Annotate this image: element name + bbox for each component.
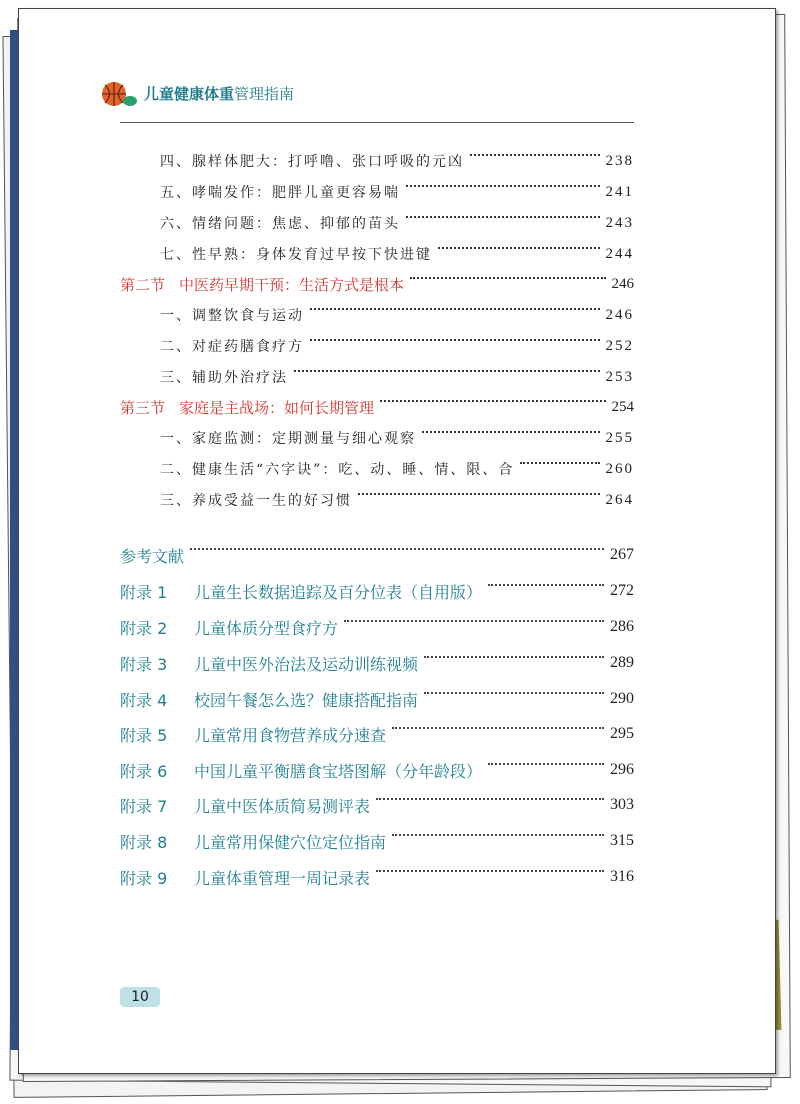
toc-section-entry[interactable] [120, 271, 634, 297]
toc-appendix-entry[interactable] [120, 578, 634, 604]
dot-leader [190, 548, 604, 550]
dot-leader [380, 400, 605, 402]
toc-appendix-entry[interactable] [120, 686, 634, 712]
toc-entry-page: 296 [610, 761, 634, 778]
toc-entry[interactable] [160, 425, 634, 451]
dot-leader [310, 339, 600, 341]
toc-entry-page: 289 [610, 654, 634, 671]
dot-leader [488, 763, 604, 765]
dot-leader [310, 308, 600, 310]
toc-entry-page: 264 [605, 491, 634, 508]
toc-references-entry[interactable] [120, 542, 634, 568]
toc-entry-page: 254 [611, 398, 634, 415]
appendix-number: 附录 5 [120, 725, 168, 745]
dot-leader [422, 431, 600, 433]
appendix-title: 儿童中医外治法及运动训练视频 [194, 654, 419, 674]
dot-leader [392, 727, 604, 729]
toc-appendix-entry[interactable] [120, 650, 634, 676]
toc-section-label [120, 274, 404, 295]
toc-entry-page: 252 [605, 337, 634, 354]
appendix-label [120, 580, 482, 603]
appendix-number: 附录 9 [120, 868, 168, 888]
dot-leader [410, 277, 605, 279]
toc-appendix-entry[interactable] [120, 828, 634, 854]
toc-entry-page: 260 [605, 460, 634, 477]
toc-entry-page: 267 [610, 546, 634, 563]
toc-appendix-entry[interactable] [120, 757, 634, 783]
section-number: 第三节 [120, 398, 166, 417]
section-title: 家庭是主战场：如何长期管理 [179, 398, 375, 417]
appendix-title: 儿童生长数据追踪及百分位表（自用版） [194, 582, 483, 602]
appendix-title: 校园午餐怎么选？健康搭配指南 [194, 690, 419, 710]
appendix-label [120, 688, 418, 711]
toc-entry-page: 243 [605, 214, 634, 231]
toc-entry[interactable] [160, 241, 634, 267]
dot-leader [376, 870, 604, 872]
toc-entry-page: 272 [610, 582, 634, 599]
dot-leader [488, 584, 604, 586]
appendix-number: 附录 7 [120, 796, 168, 816]
toc-entry-page: 295 [610, 725, 634, 742]
appendix-label [120, 616, 338, 639]
appendix-label [120, 652, 418, 675]
toc-entry-label: 五、哮喘发作：肥胖儿童更容易喘 [160, 185, 400, 201]
appendix-title: 儿童体质分型食疗方 [194, 618, 339, 638]
dot-leader [438, 247, 600, 249]
toc-entry[interactable] [160, 333, 634, 359]
toc-entry[interactable] [160, 210, 634, 236]
toc-entry-page: 315 [610, 832, 634, 849]
toc-entry-label: 二、健康生活“六字诀”：吃、动、睡、情、限、合 [160, 462, 515, 478]
page-number-badge: 10 [120, 987, 160, 1007]
appendix-label [120, 723, 386, 746]
appendix-number: 附录 8 [120, 832, 168, 852]
appendix-number: 附录 6 [120, 761, 168, 781]
toc-appendix-entry[interactable] [120, 792, 634, 818]
dot-leader [406, 185, 600, 187]
toc-entry[interactable] [160, 179, 634, 205]
toc-entry[interactable] [160, 302, 634, 328]
dot-leader [406, 216, 600, 218]
appendix-title: 儿童常用食物营养成分速查 [194, 725, 387, 745]
toc-entry-label: 三、养成受益一生的好习惯 [160, 493, 352, 509]
toc-entry-label: 一、调整饮食与运动 [160, 308, 304, 324]
toc-entry-label: 七、性早熟：身体发育过早按下快进键 [160, 247, 432, 263]
dot-leader [424, 656, 604, 658]
dot-leader [294, 370, 600, 372]
dot-leader [358, 493, 600, 495]
section-title: 中医药早期干预：生活方式是根本 [179, 275, 405, 294]
references-label: 参考文献 [120, 546, 185, 566]
toc-entry-page: 241 [605, 183, 634, 200]
toc-section-label [120, 397, 374, 418]
toc-entry-label: 三、辅助外治疗法 [160, 370, 288, 386]
toc-appendix-entry[interactable] [120, 614, 634, 640]
dot-leader [376, 798, 604, 800]
toc-entry[interactable] [160, 487, 634, 513]
toc-entry-page: 246 [605, 306, 634, 323]
appendix-number: 附录 1 [120, 582, 168, 602]
toc-entry-page: 246 [611, 275, 634, 292]
book-title-rest: 管理指南 [234, 85, 295, 103]
dot-leader [470, 154, 600, 156]
toc-entry-page: 303 [610, 796, 634, 813]
appendix-title: 中国儿童平衡膳食宝塔图解（分年龄段） [194, 761, 483, 781]
toc-appendix-entry[interactable] [120, 721, 634, 747]
appendix-title: 儿童中医体质简易测评表 [194, 796, 371, 816]
appendix-label [120, 830, 386, 853]
book-title-bold: 儿童健康体重 [144, 85, 235, 103]
appendix-number: 附录 2 [120, 618, 168, 638]
toc-entry-page: 255 [605, 429, 634, 446]
toc-entry-page: 286 [610, 618, 634, 635]
dot-leader [392, 834, 604, 836]
toc-section-entry[interactable] [120, 394, 634, 420]
appendix-label [120, 759, 482, 782]
toc-entry-label: 六、情绪问题：焦虑、抑郁的苗头 [160, 216, 400, 232]
appendix-label [120, 866, 370, 889]
toc-entry-page: 253 [605, 368, 634, 385]
appendix-number: 附录 4 [120, 690, 168, 710]
section-number: 第二节 [120, 275, 166, 294]
appendix-title: 儿童常用保健穴位定位指南 [194, 832, 387, 852]
toc-entry-page: 244 [605, 245, 634, 262]
dot-leader [424, 692, 604, 694]
toc-appendix-entry[interactable] [120, 864, 634, 890]
toc-entry[interactable] [160, 364, 634, 390]
dot-leader [344, 620, 604, 622]
dot-leader [520, 462, 599, 464]
toc-entry[interactable] [160, 148, 634, 174]
appendix-title: 儿童体重管理一周记录表 [194, 868, 371, 888]
appendix-label [120, 794, 370, 817]
toc-entry-page: 238 [605, 152, 634, 169]
toc-entry-label: 四、腺样体肥大：打呼噜、张口呼吸的元凶 [160, 154, 464, 170]
toc-entry[interactable] [160, 456, 634, 482]
toc-entry-label: 二、对症药膳食疗方 [160, 339, 304, 355]
toc-entry-page: 316 [610, 868, 634, 885]
appendix-number: 附录 3 [120, 654, 168, 674]
toc-entry-page: 290 [610, 690, 634, 707]
toc-entry-label: 一、家庭监测：定期测量与细心观察 [160, 431, 416, 447]
